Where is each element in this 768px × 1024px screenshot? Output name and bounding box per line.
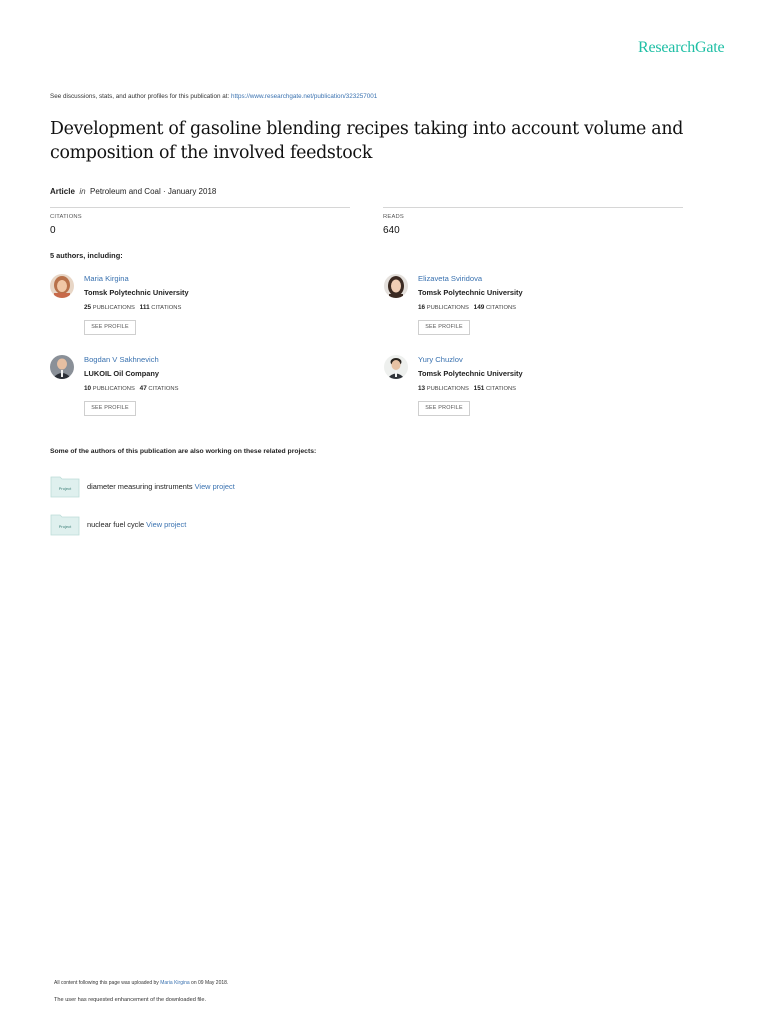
citations-count: 47 <box>139 385 147 392</box>
enhancement-note: The user has requested enhancement of the downloaded file. <box>54 997 207 1003</box>
publications-label: PUBLICATIONS <box>426 305 469 311</box>
publication-type: Article <box>50 187 75 196</box>
author-institution: Tomsk Polytechnic University <box>418 288 523 297</box>
publications-count: 10 <box>84 385 92 392</box>
view-project-link[interactable]: View project <box>146 520 187 529</box>
avatar[interactable] <box>50 355 74 379</box>
author-card-bogdan-sakhnevich <box>50 355 350 417</box>
citations-label: CITATIONS <box>485 305 517 311</box>
publications-count: 13 <box>418 385 426 392</box>
author-card-maria-kirgina <box>50 274 350 336</box>
project-title <box>87 520 186 529</box>
uploader-link[interactable]: Maria Kirgina <box>160 980 190 986</box>
related-projects-heading: Some of the authors of this publication are also working on these related projects: <box>50 448 317 455</box>
citations-label: CITATIONS <box>151 305 182 311</box>
project-title <box>87 482 235 491</box>
publication-url-link[interactable]: https://www.researchgate.net/publication/323257001 <box>230 93 378 100</box>
project-folder-icon <box>50 474 80 498</box>
see-profile-button[interactable]: SEE PROFILE <box>418 401 470 416</box>
author-stats <box>418 385 516 392</box>
author-stats <box>84 385 178 392</box>
citations-label: CITATIONS <box>485 386 517 392</box>
avatar[interactable] <box>384 355 408 379</box>
publication-title: Development of gasoline blending recipes taking into account volume and composition of the involved feedstock <box>50 119 684 163</box>
project-item <box>50 512 350 538</box>
see-profile-button[interactable]: SEE PROFILE <box>84 401 136 416</box>
project-item <box>50 474 350 500</box>
citations-count: 149 <box>473 304 485 311</box>
publications-count: 16 <box>418 304 426 311</box>
author-card-elizaveta-sviridova <box>384 274 684 336</box>
author-name-link[interactable]: Yury Chuzlov <box>418 355 463 364</box>
publications-label: PUBLICATIONS <box>426 386 469 392</box>
author-name-link[interactable]: Maria Kirgina <box>84 274 129 283</box>
author-name-link[interactable]: Bogdan V Sakhnevich <box>84 355 159 364</box>
view-project-link[interactable]: View project <box>194 482 235 491</box>
author-card-yury-chuzlov <box>384 355 684 417</box>
project-folder-icon <box>50 512 80 536</box>
author-institution: LUKOIL Oil Company <box>84 369 160 378</box>
author-stats <box>418 304 516 311</box>
upload-note-suffix: on 09 May 2018. <box>189 980 229 986</box>
author-institution: Tomsk Polytechnic University <box>418 369 523 378</box>
avatar[interactable] <box>384 274 408 298</box>
project-name: nuclear fuel cycle <box>87 520 147 529</box>
publication-meta <box>50 187 216 196</box>
project-icon-label: Project <box>58 524 72 529</box>
see-profile-button[interactable]: SEE PROFILE <box>84 320 136 335</box>
citations-label: CITATIONS <box>50 214 82 220</box>
see-profile-button[interactable]: SEE PROFILE <box>418 320 470 335</box>
project-name: diameter measuring instruments <box>87 482 195 491</box>
publications-label: PUBLICATIONS <box>92 305 135 311</box>
citations-label: CITATIONS <box>148 386 179 392</box>
citations-count: 111 <box>139 304 150 311</box>
meta-in-word: in <box>79 187 86 196</box>
author-stats <box>84 304 181 311</box>
avatar[interactable] <box>50 274 74 298</box>
reads-count: 640 <box>383 225 400 236</box>
researchgate-logo[interactable]: ResearchGate <box>638 39 725 56</box>
discussion-prefix: See discussions, stats, and author profiles for this publication at: <box>50 93 231 100</box>
citations-count: 0 <box>50 225 56 236</box>
publications-count: 25 <box>84 304 92 311</box>
journal-name: Petroleum and Coal <box>90 187 161 196</box>
citations-count: 151 <box>473 385 485 392</box>
author-institution: Tomsk Polytechnic University <box>84 288 189 297</box>
reads-divider <box>383 207 683 208</box>
author-name-link[interactable]: Elizaveta Sviridova <box>418 274 483 283</box>
authors-heading: 5 authors, including: <box>50 251 123 260</box>
reads-label: READS <box>383 214 404 220</box>
upload-note <box>54 980 228 986</box>
upload-note-prefix: All content following this page was uploaded by <box>54 980 161 986</box>
citations-divider <box>50 207 350 208</box>
publication-date: · January 2018 <box>160 187 217 196</box>
project-icon-label: Project <box>58 486 72 491</box>
discussion-note <box>50 93 377 100</box>
publications-label: PUBLICATIONS <box>92 386 135 392</box>
